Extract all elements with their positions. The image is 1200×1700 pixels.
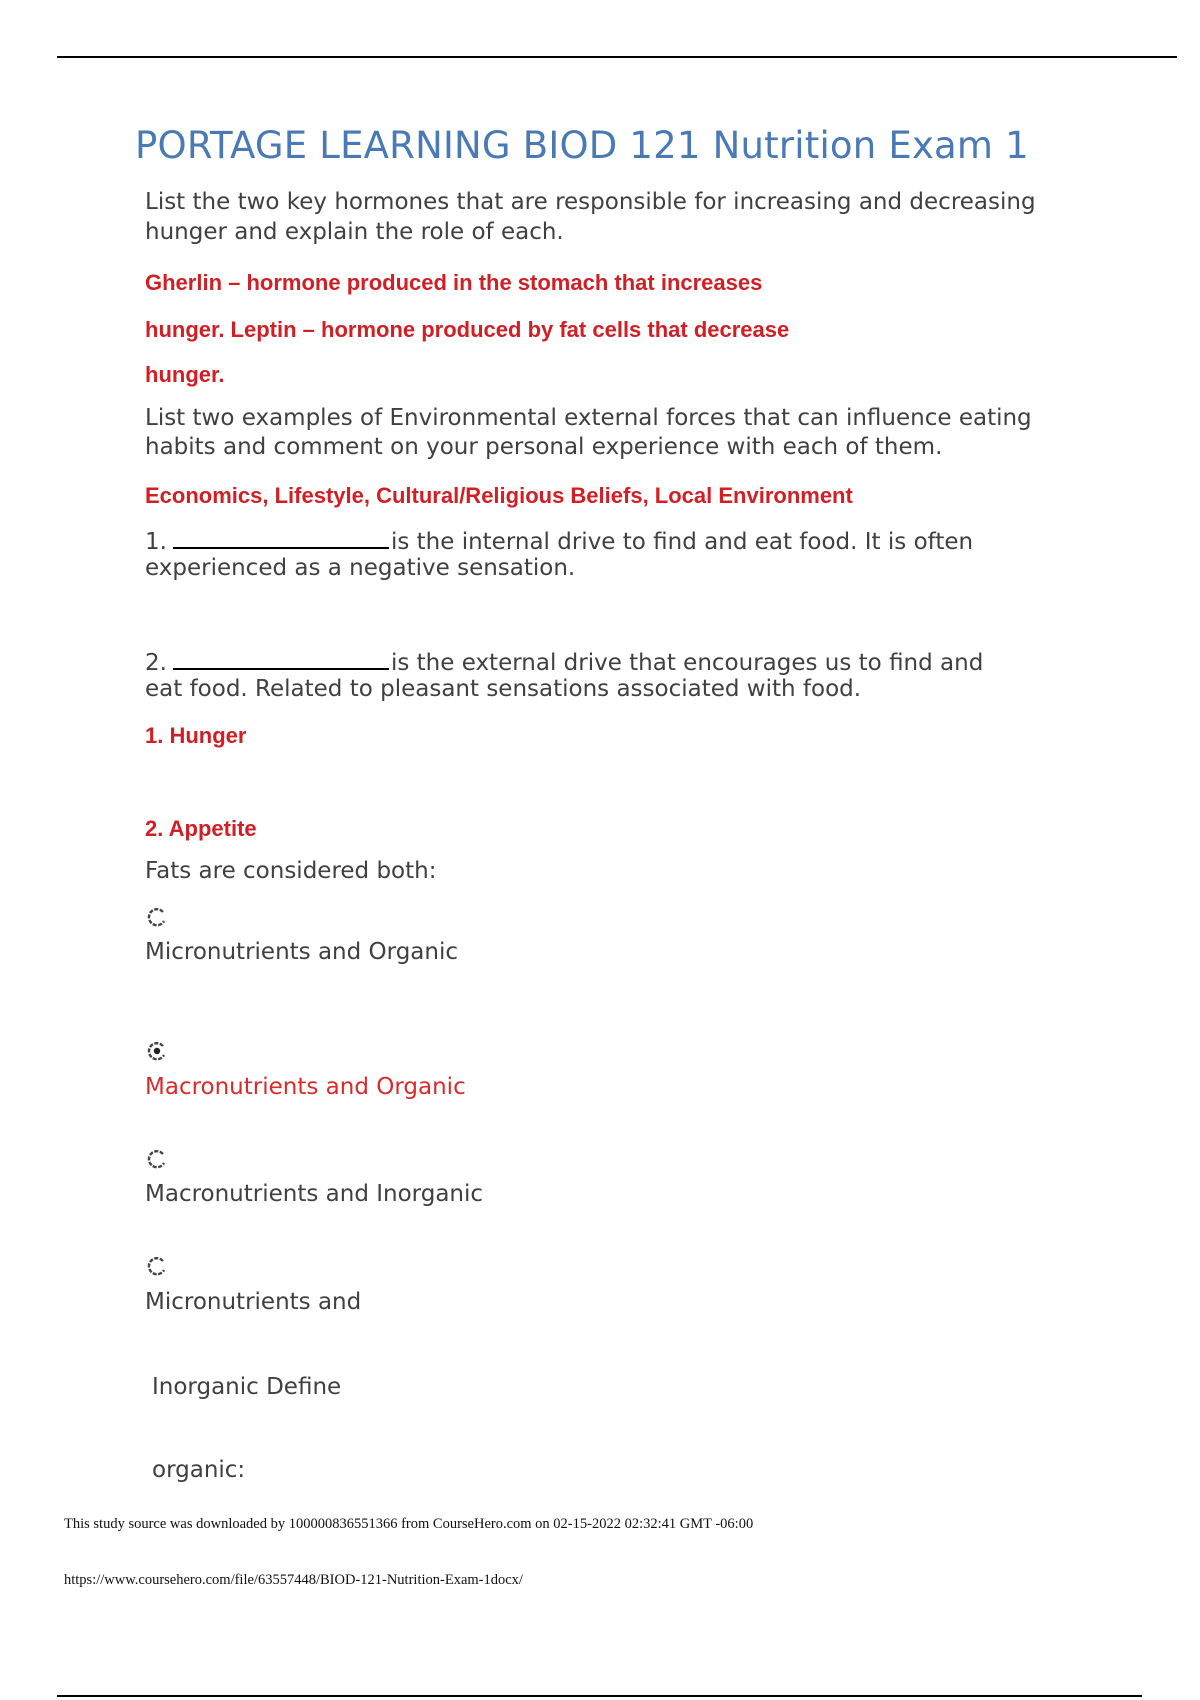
- radio-option-2-selected-icon[interactable]: [147, 1041, 167, 1061]
- fill-question-2-line2: eat food. Related to pleasant sensations associated with food.: [145, 676, 862, 702]
- source-url[interactable]: https://www.coursehero.com/file/63557448/BIOD-121-Nutrition-Exam-1docx/: [64, 1572, 523, 1588]
- option-4-label: Micronutrients and: [145, 1289, 362, 1315]
- answer-hormones-line3: hunger.: [145, 362, 225, 387]
- bottom-rule: [57, 1695, 1142, 1697]
- fill-question-2: [145, 646, 983, 678]
- fill-blank-1[interactable]: [173, 525, 389, 549]
- radio-option-1-icon[interactable]: [147, 907, 167, 927]
- answer-hormones-line1: Gherlin – hormone produced in the stomach that increases: [145, 270, 763, 295]
- question-hormones-line1: List the two key hormones that are responsible for increasing and decreasing: [145, 189, 1036, 215]
- answer-environment: Economics, Lifestyle, Cultural/Religious Beliefs, Local Environment: [145, 483, 853, 508]
- fill-question-1-number: 1.: [145, 529, 167, 555]
- radio-option-4-icon[interactable]: [147, 1256, 167, 1276]
- question-hormones-line2: hunger and explain the role of each.: [145, 219, 564, 245]
- fill-question-1: [145, 525, 973, 557]
- fill-question-2-number: 2.: [145, 650, 167, 676]
- question-environment-line1: List two examples of Environmental external forces that can influence eating: [145, 405, 1032, 431]
- question-fats: Fats are considered both:: [145, 858, 437, 884]
- fill-question-1-text: is the internal drive to find and eat food. It is often: [390, 529, 974, 555]
- option-4-label-continued: Inorganic Define: [152, 1374, 342, 1400]
- answer-hormones-line2: hunger. Leptin – hormone produced by fat cells that decrease: [145, 317, 790, 342]
- define-organic-prompt: organic:: [152, 1457, 246, 1483]
- fill-question-1-line2: experienced as a negative sensation.: [145, 555, 576, 581]
- download-notice: This study source was downloaded by 100000836551366 from CourseHero.com on 02-15-2022 02:32:41 GMT -06:00: [64, 1516, 754, 1532]
- option-3-label: Macronutrients and Inorganic: [145, 1181, 484, 1207]
- radio-option-3-icon[interactable]: [147, 1149, 167, 1169]
- answer-fill-1: 1. Hunger: [145, 723, 247, 748]
- option-2-label: Macronutrients and Organic: [145, 1074, 466, 1100]
- page-title: PORTAGE LEARNING BIOD 121 Nutrition Exam 1: [135, 124, 1029, 167]
- fill-blank-2[interactable]: [173, 646, 389, 670]
- top-rule: [57, 56, 1177, 58]
- question-environment-line2: habits and comment on your personal experience with each of them.: [145, 434, 943, 460]
- fill-question-2-text: is the external drive that encourages us to find and: [390, 650, 984, 676]
- option-1-label: Micronutrients and Organic: [145, 939, 459, 965]
- answer-fill-2: 2. Appetite: [145, 816, 257, 841]
